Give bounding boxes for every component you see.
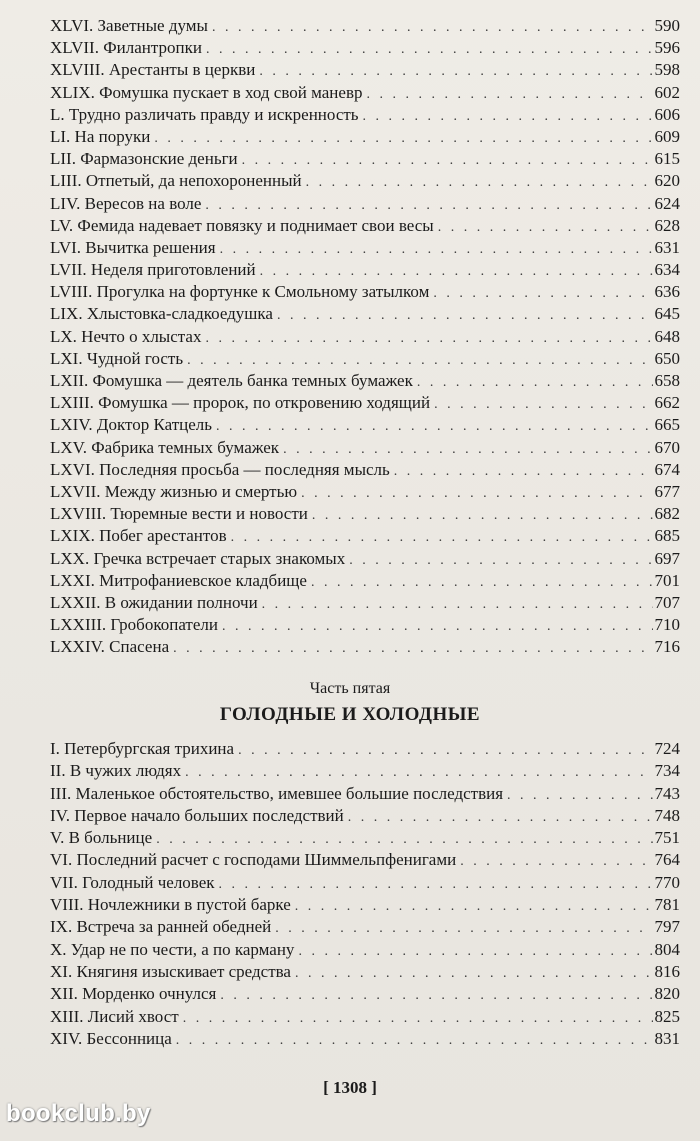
part-label: Часть пятая — [309, 680, 391, 697]
leader-dots — [205, 195, 652, 217]
toc-entry — [50, 636, 680, 658]
toc-entry — [50, 592, 680, 614]
toc-entry — [50, 916, 680, 938]
leader-dots — [277, 305, 653, 327]
toc-entry — [50, 614, 680, 636]
toc-entry — [50, 59, 680, 81]
leader-dots — [220, 239, 653, 261]
leader-dots — [231, 527, 653, 549]
leader-dots — [394, 461, 653, 483]
toc-entry-page: 624 — [654, 193, 680, 213]
toc-entry — [50, 126, 680, 148]
toc-entry-page: 701 — [654, 570, 680, 590]
toc-entry — [50, 437, 680, 459]
toc-entry-title: LXXII. В ожидании полночи — [50, 592, 258, 612]
toc-entry-title: LXVII. Между жизнью и смертью — [50, 481, 298, 501]
toc-entry-title: LXIX. Побег арестантов — [50, 526, 227, 546]
toc-entry — [50, 370, 680, 392]
leader-dots — [275, 918, 652, 940]
leader-dots — [212, 17, 653, 39]
toc-entry-page: 710 — [654, 615, 680, 635]
toc-entry-page: 670 — [654, 437, 680, 457]
toc-entry-page: 682 — [654, 504, 680, 524]
toc-entry-page: 674 — [654, 459, 680, 479]
leader-dots — [433, 283, 652, 305]
leader-dots — [434, 394, 652, 416]
toc-entry — [50, 525, 680, 547]
toc-entry-title: V. В больнице — [50, 828, 153, 848]
leader-dots — [205, 328, 652, 350]
toc-entry — [50, 237, 680, 259]
toc-entry — [50, 104, 680, 126]
leader-dots — [363, 106, 653, 128]
toc-entry-page: 634 — [654, 260, 680, 280]
toc-entry-title: LXX. Гречка встречает старых знакомых — [50, 548, 346, 568]
toc-entry-title: XIV. Бессонница — [50, 1028, 172, 1048]
toc-entry — [50, 148, 680, 170]
leader-dots — [366, 84, 652, 106]
toc-entry — [50, 570, 680, 592]
toc-entry-page: 825 — [654, 1006, 680, 1026]
toc-entry-page: 628 — [654, 215, 680, 235]
leader-dots — [176, 1030, 653, 1052]
leader-dots — [262, 594, 653, 616]
leader-dots — [283, 439, 652, 461]
toc-entry-page: 620 — [654, 171, 680, 191]
toc-entry-title: LVI. Вычитка решения — [50, 237, 216, 257]
toc-entry — [50, 82, 680, 104]
toc-entry-page: 598 — [654, 60, 680, 80]
toc-entry-title: LII. Фармазонские деньги — [50, 149, 238, 169]
toc-entry-page: 804 — [654, 939, 680, 959]
toc-entry — [50, 827, 680, 849]
toc-entry-title: LV. Фемида надевает повязку и поднимает свои весы — [50, 215, 434, 235]
leader-dots — [242, 150, 653, 172]
toc-entry-title: LXXI. Митрофаниевское кладбище — [50, 570, 307, 590]
leader-dots — [238, 740, 652, 762]
leader-dots — [306, 172, 653, 194]
toc-entry — [50, 961, 680, 983]
toc-entry — [50, 392, 680, 414]
toc-entry-page: 770 — [654, 872, 680, 892]
toc-entry — [50, 259, 680, 281]
toc-list-part5 — [50, 738, 680, 1050]
toc-entry-page: 650 — [654, 348, 680, 368]
toc-entry-page: 602 — [654, 82, 680, 102]
toc-entry-page: 707 — [654, 592, 680, 612]
toc-entry-title: LIX. Хлыстовка-сладкоедушка — [50, 304, 273, 324]
toc-entry-title: VIII. Ночлежники в пустой барке — [50, 895, 291, 915]
toc-entry — [50, 738, 680, 760]
toc-entry-title: LIV. Вересов на воле — [50, 193, 202, 213]
toc-entry-page: 636 — [654, 282, 680, 302]
toc-entry-title: LVII. Неделя приготовлений — [50, 260, 256, 280]
leader-dots — [295, 963, 653, 985]
toc-entry-page: 743 — [654, 783, 680, 803]
toc-entry-title: IX. Встреча за ранней обедней — [50, 917, 272, 937]
toc-entry-title: IV. Первое начало больших последствий — [50, 805, 344, 825]
toc-entry-page: 606 — [654, 104, 680, 124]
toc-entry-title: XLVI. Заветные думы — [50, 16, 208, 35]
toc-entry-page: 665 — [654, 415, 680, 435]
toc-entry-title: XI. Княгиня изыскивает средства — [50, 961, 291, 981]
toc-entry — [50, 760, 680, 782]
toc-entry-page: 781 — [654, 895, 680, 915]
toc-entry — [50, 503, 680, 525]
toc-entry-title: LXVIII. Тюремные вести и новости — [50, 504, 308, 524]
toc-entry — [50, 37, 680, 59]
toc-entry-page: 658 — [654, 371, 680, 390]
toc-entry-page: 609 — [654, 126, 680, 146]
toc-entry-page: 751 — [654, 828, 680, 848]
toc-entry-title: II. В чужих людях — [50, 761, 182, 781]
leader-dots — [312, 505, 653, 527]
toc-entry-page: 631 — [654, 237, 680, 257]
toc-entry-page: 816 — [654, 961, 680, 981]
toc-entry-page: 724 — [654, 739, 680, 758]
leader-dots — [173, 638, 652, 660]
toc-entry-title: LVIII. Прогулка на фортунке к Смольному затылком — [50, 282, 430, 302]
leader-dots — [156, 829, 652, 851]
toc-entry-title: LXXIII. Гробокопатели — [50, 615, 218, 635]
toc-entry-page: 697 — [654, 548, 680, 568]
toc-entry-title: LXII. Фомушка — деятель банка темных бумажек — [50, 371, 413, 390]
toc-entry — [50, 348, 680, 370]
leader-dots — [220, 985, 652, 1007]
toc-entry — [50, 414, 680, 436]
toc-entry-title: LIII. Отпетый, да непохороненный — [50, 171, 302, 191]
toc-entry — [50, 281, 680, 303]
toc-entry — [50, 481, 680, 503]
toc-entry-title: XII. Морденко очнулся — [50, 984, 217, 1004]
toc-entry-title: LXVI. Последняя просьба — последняя мысль — [50, 459, 390, 479]
toc-entry-page: 685 — [654, 526, 680, 546]
leader-dots — [295, 896, 653, 918]
toc-entry-title: LX. Нечто о хлыстах — [50, 326, 202, 346]
toc-entry-page: 764 — [654, 850, 680, 870]
toc-entry-title: III. Маленькое обстоятельство, имевшее большие последствия — [50, 783, 504, 803]
toc-entry-page: 590 — [654, 16, 680, 35]
leader-dots — [222, 616, 653, 638]
toc-entry-page: 734 — [654, 761, 680, 781]
toc-entry-title: LXIII. Фомушка — пророк, по откровению ходящий — [50, 393, 431, 413]
toc-entry-page: 831 — [654, 1028, 680, 1048]
leader-dots — [183, 1008, 653, 1030]
leader-dots — [460, 851, 652, 873]
toc-entry — [50, 983, 680, 1005]
leader-dots — [219, 874, 653, 896]
toc-entry-title: L. Трудно различать правду и искренность — [50, 104, 359, 124]
leader-dots — [349, 550, 652, 572]
toc-entry-title: LXIV. Доктор Катцель — [50, 415, 213, 435]
toc-entry-page: 716 — [654, 637, 680, 657]
toc-entry — [50, 1006, 680, 1028]
toc-entry-title: XLVIII. Арестанты в церкви — [50, 60, 256, 80]
toc-list-part4 — [50, 15, 680, 658]
toc-entry — [50, 215, 680, 237]
toc-entry-title: LI. На поруки — [50, 126, 151, 146]
leader-dots — [259, 61, 652, 83]
leader-dots — [438, 217, 653, 239]
leader-dots — [301, 483, 652, 505]
toc-entry-page: 615 — [654, 149, 680, 169]
watermark-logo: bookclub.by — [6, 1100, 151, 1127]
leader-dots — [298, 941, 652, 963]
toc-entry — [50, 783, 680, 805]
toc-entry — [50, 459, 680, 481]
leader-dots — [417, 372, 653, 394]
toc-entry-title: XLVII. Филантропки — [50, 38, 202, 58]
leader-dots — [216, 416, 652, 438]
toc-entry-page: 820 — [654, 984, 680, 1004]
toc-entry-title: I. Петербургская трихина — [50, 739, 235, 758]
page-number: [ 1308 ] — [323, 1078, 377, 1097]
toc-entry — [50, 872, 680, 894]
toc-entry-title: XIII. Лисий хвост — [50, 1006, 179, 1026]
leader-dots — [348, 807, 653, 829]
part-title: ГОЛОДНЫЕ И ХОЛОДНЫЕ — [219, 704, 481, 725]
toc-entry-title: VI. Последний расчет с господами Шиммельпфенигами — [50, 850, 457, 870]
leader-dots — [260, 261, 653, 283]
leader-dots — [507, 785, 652, 807]
toc-entry — [50, 939, 680, 961]
toc-entry — [50, 805, 680, 827]
toc-entry — [50, 170, 680, 192]
toc-entry — [50, 303, 680, 325]
toc-entry-title: VII. Голодный человек — [50, 872, 215, 892]
toc-entry — [50, 193, 680, 215]
leader-dots — [154, 128, 652, 150]
toc-entry-title: LXI. Чудной гость — [50, 348, 184, 368]
toc-entry — [50, 548, 680, 570]
toc-entry — [50, 1028, 680, 1050]
toc-entry-page: 645 — [654, 304, 680, 324]
toc-entry — [50, 326, 680, 348]
toc-entry-title: X. Удар не по чести, а по карману — [50, 939, 295, 959]
toc-entry — [50, 894, 680, 916]
toc-entry — [50, 849, 680, 871]
toc-entry-page: 596 — [654, 38, 680, 58]
toc-entry-title: LXXIV. Спасена — [50, 637, 170, 657]
toc-entry-title: XLIX. Фомушка пускает в ход свой маневр — [50, 82, 363, 102]
toc-entry-page: 677 — [654, 481, 680, 501]
toc-entry — [50, 15, 680, 37]
toc-entry-page: 748 — [654, 805, 680, 825]
toc-entry-page: 662 — [654, 393, 680, 413]
toc-entry-page: 797 — [654, 917, 680, 937]
leader-dots — [206, 39, 653, 61]
leader-dots — [187, 350, 652, 372]
toc-entry-title: LXV. Фабрика темных бумажек — [50, 437, 280, 457]
toc-entry-page: 648 — [654, 326, 680, 346]
leader-dots — [185, 762, 652, 784]
leader-dots — [311, 572, 653, 594]
